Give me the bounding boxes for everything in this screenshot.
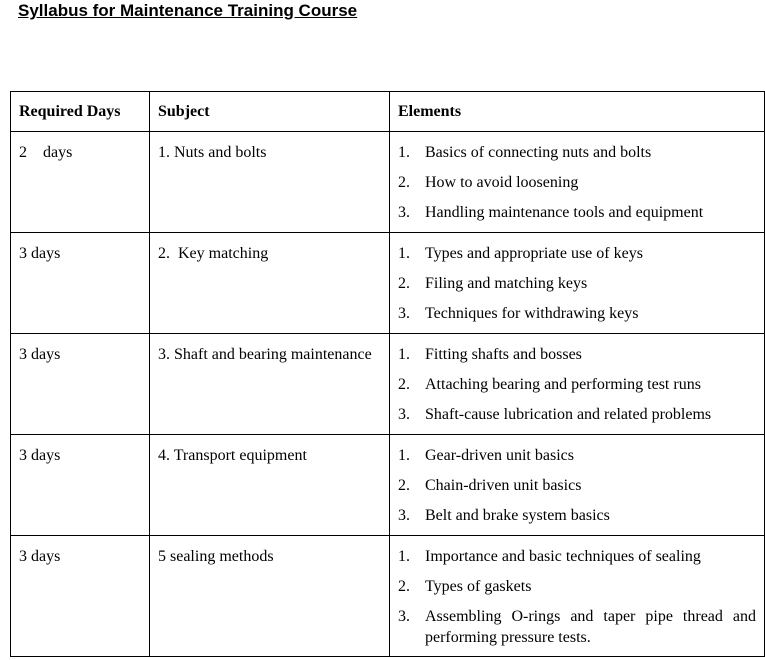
element-text: Types and appropriate use of keys (425, 245, 643, 262)
element-item (398, 404, 756, 425)
element-item (398, 445, 756, 466)
element-number: 3. (398, 406, 410, 423)
element-number: 2. (398, 477, 410, 494)
table-row (11, 536, 765, 657)
element-text: Handling maintenance tools and equipment (425, 204, 704, 221)
days-cell: 3 days (11, 334, 150, 435)
days-cell: 3 days (11, 435, 150, 536)
element-item (398, 202, 756, 223)
element-text: Shaft-cause lubrication and related problems (425, 406, 712, 423)
element-number: 1. (398, 245, 410, 262)
element-item (398, 303, 756, 324)
element-number: 3. (398, 507, 410, 524)
subject-cell: 4. Transport equipment (150, 435, 390, 536)
element-item (398, 576, 756, 597)
element-number: 1. (398, 447, 410, 464)
element-text: Filing and matching keys (425, 275, 588, 292)
element-text: Chain-driven unit basics (425, 477, 582, 494)
element-item (398, 344, 756, 365)
elements-cell (390, 233, 765, 334)
elements-cell (390, 435, 765, 536)
element-number: 3. (398, 608, 410, 625)
element-item (398, 606, 756, 648)
element-item (398, 374, 756, 395)
element-text: Types of gaskets (425, 578, 532, 595)
elements-list (398, 546, 756, 648)
elements-list (398, 344, 756, 425)
element-item (398, 243, 756, 264)
element-number: 2. (398, 376, 410, 393)
element-number: 3. (398, 204, 410, 221)
table-row (11, 132, 765, 233)
element-number: 3. (398, 305, 410, 322)
element-text: Basics of connecting nuts and bolts (425, 144, 652, 161)
element-text: Gear-driven unit basics (425, 447, 574, 464)
element-text: Fitting shafts and bosses (425, 346, 582, 363)
days-cell: 3 days (11, 233, 150, 334)
element-text: Attaching bearing and performing test runs (425, 376, 701, 393)
element-number: 2. (398, 275, 410, 292)
element-text: Techniques for withdrawing keys (425, 305, 639, 322)
element-number: 1. (398, 144, 410, 161)
syllabus-table (10, 91, 765, 657)
header-elements: Elements (390, 92, 765, 132)
element-number: 1. (398, 548, 410, 565)
element-item (398, 475, 756, 496)
elements-cell (390, 132, 765, 233)
days-cell: 2 days (11, 132, 150, 233)
element-item (398, 172, 756, 193)
element-number: 2. (398, 174, 410, 191)
days-cell: 3 days (11, 536, 150, 657)
document-title: Syllabus for Maintenance Training Course (18, 1, 358, 20)
subject-cell: 3. Shaft and bearing maintenance (150, 334, 390, 435)
subject-cell: 5 sealing methods (150, 536, 390, 657)
elements-cell (390, 536, 765, 657)
table-row (11, 435, 765, 536)
elements-list (398, 142, 756, 223)
table-row (11, 233, 765, 334)
element-item (398, 142, 756, 163)
element-item (398, 505, 756, 526)
elements-list (398, 445, 756, 526)
header-required-days: Required Days (11, 92, 150, 132)
element-item (398, 273, 756, 294)
header-subject: Subject (150, 92, 390, 132)
element-text: Assembling O-rings and taper pipe thread and performing pressure tests. (425, 608, 756, 646)
subject-cell: 1. Nuts and bolts (150, 132, 390, 233)
element-text: Importance and basic techniques of sealing (425, 548, 701, 565)
subject-cell: 2. Key matching (150, 233, 390, 334)
element-item (398, 546, 756, 567)
element-text: How to avoid loosening (425, 174, 579, 191)
element-text: Belt and brake system basics (425, 507, 610, 524)
elements-list (398, 243, 756, 324)
table-header-row (11, 92, 765, 132)
elements-cell (390, 334, 765, 435)
table-row (11, 334, 765, 435)
element-number: 2. (398, 578, 410, 595)
element-number: 1. (398, 346, 410, 363)
